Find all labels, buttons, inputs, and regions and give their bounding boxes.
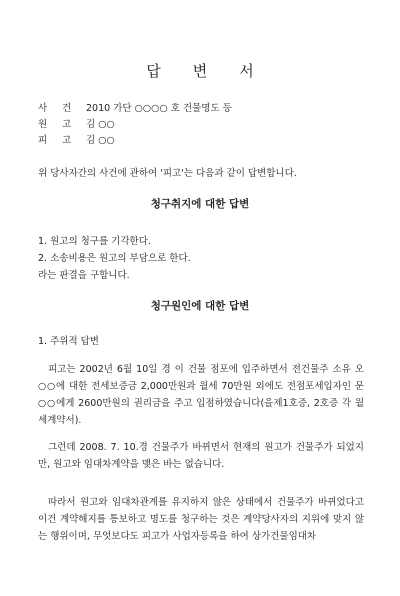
defendant-row [38, 132, 115, 146]
claim-item: 2. 소송비용은 원고의 부담으로 한다. [38, 253, 191, 264]
case-key: 사 건 [38, 103, 72, 114]
plaintiff-name: 김 ○○ [86, 119, 115, 130]
paragraph: 그런데 2008. 7. 10.경 건물주가 바뀌면서 현재의 원고가 건물주가 되었지만, 원고와 임대차계약을 맺은 바는 없습니다. [38, 442, 364, 470]
claim-heading: 청구취지에 대한 답변 [150, 198, 250, 210]
case-value: 2010 가단 ○○○○ 호 건물명도 등 [86, 103, 232, 114]
title-char: 답 [146, 62, 161, 80]
cause-subheading: 1. 주위적 답변 [38, 336, 99, 347]
intro-text: 위 당사자간의 사건에 관하여 '피고'는 다음과 같이 답변합니다. [38, 168, 297, 179]
title-char: 서 [239, 62, 254, 80]
cause-heading: 청구원인에 대한 답변 [150, 300, 250, 312]
claim-item: 라는 판결을 구합니다. [38, 270, 130, 281]
document-title [0, 60, 400, 81]
case-key: 피 고 [38, 135, 72, 146]
defendant-name: 김 ○○ [86, 135, 115, 146]
claim-item: 1. 원고의 청구를 기각한다. [38, 236, 151, 247]
paragraph: 피고는 2002년 6월 10일 경 이 건물 점포에 입주하면서 전건물주 소유 오○○에 대한 전세보증금 2,000만원과 월세 70만원 외에도 전점포세입자인 문○○에게 2600만원의 권리금을 주고 입점하였습니다(을제1호증, 2호증 각 월세계약서). [38, 364, 364, 426]
case-key: 원 고 [38, 119, 72, 130]
paragraph: 따라서 원고와 임대차관계를 유지하지 않은 상태에서 건물주가 바뀌었다고 이건 계약해지를 통보하고 명도를 청구하는 것은 계약당사자의 지위에 맞지 않는 행위이며, 무엇보다도 피고가 사업자등록을 하여 상가건물임대차 [38, 497, 364, 542]
plaintiff-row [38, 116, 115, 130]
title-char: 변 [192, 62, 208, 80]
case-row [38, 100, 232, 114]
